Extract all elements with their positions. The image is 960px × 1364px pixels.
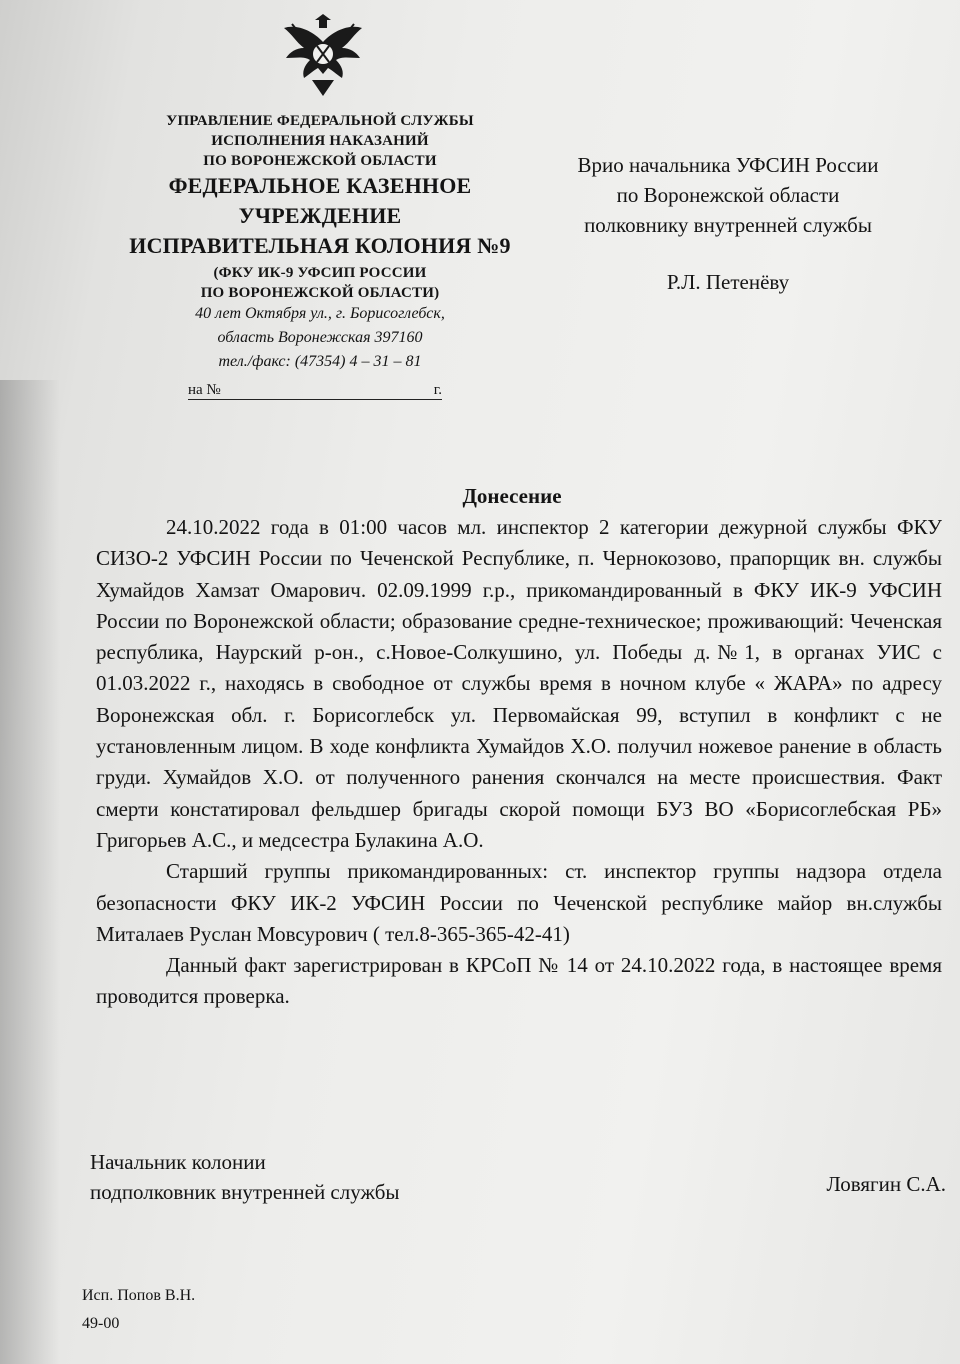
- double-headed-eagle-emblem-icon: [282, 12, 364, 98]
- addressee-line3: полковнику внутренней службы: [584, 213, 872, 237]
- header-abbrev-line2: ПО ВОРОНЕЖСКОЙ ОБЛАСТИ): [200, 285, 440, 301]
- addressee-line1: Врио начальника УФСИН России: [577, 153, 879, 177]
- header-institution-line1: ФЕДЕРАЛЬНОЕ КАЗЕННОЕ: [168, 173, 472, 198]
- body-paragraph: Старший группы прикомандированных: ст. инспектор группы надзора отдела безопасности ФКУ ИК-2 УФСИН России по Чеченской республике майор вн.службы Миталаев Руслан Мовсурович ( тел.8-365-365-42-41): [96, 859, 942, 946]
- signatory-position: [90, 1147, 399, 1207]
- document-title: Донесение: [462, 484, 562, 508]
- addressee-block: [548, 150, 908, 240]
- addressee-line2: по Воронежской области: [616, 183, 840, 207]
- header-institution-line3: ИСПРАВИТЕЛЬНАЯ КОЛОНИЯ №9: [129, 233, 511, 258]
- document-body: [96, 512, 942, 1013]
- signatory-position-line1: Начальник колонии: [90, 1150, 266, 1174]
- addressee-name: Р.Л. Петенёву: [666, 270, 790, 294]
- registration-suffix: г.: [433, 382, 442, 398]
- executor-block: [82, 1282, 195, 1338]
- header-phone: тел./факс: (47354) 4 – 31 – 81: [218, 353, 422, 370]
- registration-line: [188, 382, 456, 400]
- signatory-position-line2: подполковник внутренней службы: [90, 1180, 400, 1204]
- photo-shadow: [0, 380, 60, 1364]
- header-address-line1: 40 лет Октября ул., г. Борисоглебск,: [195, 305, 445, 322]
- executor-name: Исп. Попов В.Н.: [82, 1287, 196, 1304]
- header-address-line2: область Воронежская 397160: [217, 329, 423, 346]
- header-agency-line2: ИСПОЛНЕНИЯ НАКАЗАНИЙ: [211, 133, 429, 149]
- body-paragraph: Данный факт зарегистрирован в КРСоП № 14 от 24.10.2022 года, в настоящее время проводится проверка.: [96, 953, 942, 1009]
- header-agency-line3: ПО ВОРОНЕЖСКОЙ ОБЛАСТИ: [203, 153, 437, 169]
- header-institution-line2: УЧРЕЖДЕНИЕ: [238, 203, 402, 228]
- body-paragraph: 24.10.2022 года в 01:00 часов мл. инспектор 2 категории дежурной службы ФКУ СИЗО-2 УФСИН России по Чеченской Республике, п. Чернокозово, прапорщик вн. службы Хумайдов Хамзат Омарович. 02.09.1999 г.р., прикомандированный в ФКУ ИК-9 УФСИН России по Воронежской области; образование средне-техническое; проживающий: Чеченская республика, Наурский р-он., с.Новое-Солкушино, ул. Победы д.№1, в органах УИС с 01.03.2022 г., находясь в свободное от службы время в ночном клубе « ЖАРА» по адресу Воронежская обл. г. Борисоглебск ул. Первомайская 99, вступил в конфликт с не установленным лицом. В ходе конфликта Хумайдов Х.О. получил ножевое ранение в область груди. Хумайдов Х.О. от полученного ранения скончался на месте происшествия. Факт смерти констатировал фельдшер бригады скорой помощи БУЗ ВО «Борисоглебская РБ» Григорьев А.С., и медсестра Булакина А.О.: [96, 515, 942, 852]
- registration-prefix: на №: [188, 382, 221, 398]
- header-agency-line1: УПРАВЛЕНИЕ ФЕДЕРАЛЬНОЙ СЛУЖБЫ: [166, 113, 474, 129]
- header-abbrev-line1: (ФКУ ИК-9 УФСИП РОССИИ: [213, 265, 427, 281]
- executor-phone: 49-00: [82, 1315, 120, 1332]
- signatory-name: Ловягин С.А.: [826, 1172, 946, 1196]
